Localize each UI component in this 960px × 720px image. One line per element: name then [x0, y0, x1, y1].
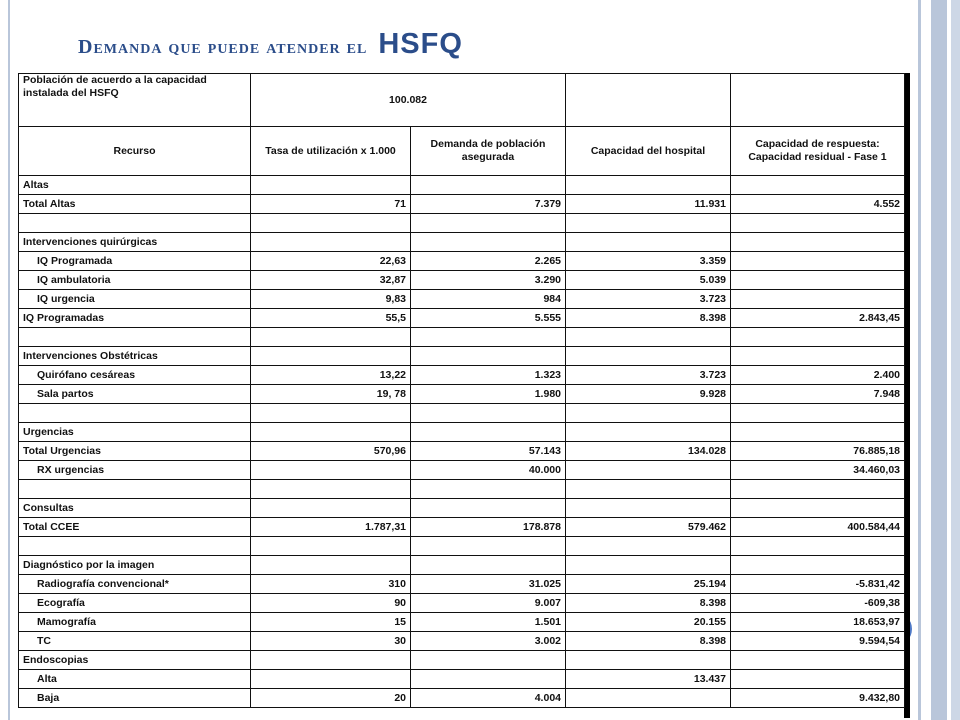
cell-residual [731, 271, 905, 290]
table-row [19, 575, 905, 594]
table-row [19, 556, 905, 575]
row-label: Diagnóstico por la imagen [19, 556, 251, 575]
table-row [19, 404, 905, 423]
row-label: IQ ambulatoria [19, 271, 251, 290]
slide-title-text: Demanda que puede atender el [78, 36, 368, 58]
table-row [19, 195, 905, 214]
cell-residual [731, 499, 905, 518]
table-row [19, 214, 905, 233]
cell-rate: 9,83 [251, 290, 411, 309]
cell-capacity: 13.437 [566, 670, 731, 689]
cell-demand [411, 480, 566, 499]
table-row [19, 328, 905, 347]
cell-rate [251, 556, 411, 575]
cell-residual [731, 556, 905, 575]
cell-capacity: 20.155 [566, 613, 731, 632]
slide-title [78, 28, 908, 61]
cell-demand: 5.555 [411, 309, 566, 328]
row-label: Endoscopias [19, 651, 251, 670]
table-row [19, 442, 905, 461]
table-row [19, 651, 905, 670]
cell-rate: 90 [251, 594, 411, 613]
row-label: Total CCEE [19, 518, 251, 537]
cell-capacity [566, 537, 731, 556]
cell-capacity: 3.723 [566, 366, 731, 385]
table-row [19, 252, 905, 271]
cell-demand [411, 423, 566, 442]
cell-rate: 13,22 [251, 366, 411, 385]
cell-capacity: 8.398 [566, 594, 731, 613]
table-row [19, 613, 905, 632]
column-header-resource: Recurso [19, 127, 251, 176]
cell-capacity [566, 556, 731, 575]
table-row [19, 480, 905, 499]
cell-residual: 400.584,44 [731, 518, 905, 537]
cell-rate [251, 651, 411, 670]
cell-capacity: 3.359 [566, 252, 731, 271]
cell-rate [251, 461, 411, 480]
cell-rate [251, 670, 411, 689]
cell-rate: 19, 78 [251, 385, 411, 404]
cell-residual: 9.432,80 [731, 689, 905, 708]
table-row [19, 347, 905, 366]
cell-residual: 4.552 [731, 195, 905, 214]
row-label [19, 328, 251, 347]
row-label: Radiografía convencional* [19, 575, 251, 594]
row-label: RX urgencias [19, 461, 251, 480]
row-label: Urgencias [19, 423, 251, 442]
row-label [19, 404, 251, 423]
column-header-demand: Demanda de población asegurada [411, 127, 566, 176]
demand-table [18, 73, 905, 708]
cell-demand [411, 214, 566, 233]
cell-capacity [566, 480, 731, 499]
row-label: Altas [19, 176, 251, 195]
cell-demand: 1.323 [411, 366, 566, 385]
cell-residual [731, 537, 905, 556]
row-label [19, 537, 251, 556]
cell-capacity: 3.723 [566, 290, 731, 309]
cell-rate: 32,87 [251, 271, 411, 290]
cell-demand [411, 670, 566, 689]
cell-demand: 178.878 [411, 518, 566, 537]
cell-capacity [566, 214, 731, 233]
cell-demand [411, 499, 566, 518]
row-label: Total Urgencias [19, 442, 251, 461]
cell-demand: 1.501 [411, 613, 566, 632]
cell-capacity [566, 499, 731, 518]
cell-capacity [566, 689, 731, 708]
cell-rate: 20 [251, 689, 411, 708]
cell-residual: 76.885,18 [731, 442, 905, 461]
table-row [19, 423, 905, 442]
cell-capacity [566, 423, 731, 442]
table-row [19, 537, 905, 556]
cell-residual [731, 404, 905, 423]
cell-residual: 2.400 [731, 366, 905, 385]
cell-residual [731, 423, 905, 442]
cell-residual: 9.594,54 [731, 632, 905, 651]
cell-rate: 570,96 [251, 442, 411, 461]
table-row [19, 461, 905, 480]
table-row [19, 499, 905, 518]
cell-demand [411, 651, 566, 670]
row-label: TC [19, 632, 251, 651]
cell-rate [251, 347, 411, 366]
cell-residual: 34.460,03 [731, 461, 905, 480]
cell-demand: 9.007 [411, 594, 566, 613]
cell-demand: 2.265 [411, 252, 566, 271]
cell-capacity: 579.462 [566, 518, 731, 537]
cell-residual: -5.831,42 [731, 575, 905, 594]
cell-rate [251, 480, 411, 499]
slide-title-acronym: HSFQ [378, 28, 463, 60]
cell-residual [731, 347, 905, 366]
table-row [19, 271, 905, 290]
table-row [19, 233, 905, 252]
row-label: Alta [19, 670, 251, 689]
cell-residual: 7.948 [731, 385, 905, 404]
cell-rate: 30 [251, 632, 411, 651]
cell-demand [411, 537, 566, 556]
cell-demand [411, 556, 566, 575]
cell-demand: 3.290 [411, 271, 566, 290]
row-label: Mamografía [19, 613, 251, 632]
cell-rate [251, 214, 411, 233]
cell-rate: 55,5 [251, 309, 411, 328]
row-label: Sala partos [19, 385, 251, 404]
cell-demand: 984 [411, 290, 566, 309]
cell-capacity [566, 176, 731, 195]
population-label: Población de acuerdo a la capacidad instalada del HSFQ [19, 74, 251, 127]
cell-residual [731, 670, 905, 689]
row-label: Ecografía [19, 594, 251, 613]
cell-demand: 40.000 [411, 461, 566, 480]
cell-demand: 31.025 [411, 575, 566, 594]
cell-rate [251, 423, 411, 442]
cell-demand [411, 347, 566, 366]
row-label: IQ urgencia [19, 290, 251, 309]
cell-rate [251, 537, 411, 556]
cell-capacity: 9.928 [566, 385, 731, 404]
cell-demand: 1.980 [411, 385, 566, 404]
row-label: IQ Programada [19, 252, 251, 271]
slide-right-decoration [918, 0, 960, 720]
cell-demand: 3.002 [411, 632, 566, 651]
cell-demand [411, 404, 566, 423]
cell-demand: 7.379 [411, 195, 566, 214]
table-row [19, 385, 905, 404]
table-row [19, 632, 905, 651]
cell-rate [251, 404, 411, 423]
table-row [19, 670, 905, 689]
column-header-residual: Capacidad de respuesta: Capacidad residual - Fase 1 [731, 127, 905, 176]
row-label: Baja [19, 689, 251, 708]
cell-rate [251, 328, 411, 347]
table-row [19, 290, 905, 309]
table-row [19, 176, 905, 195]
cell-residual [731, 233, 905, 252]
cell-capacity [566, 461, 731, 480]
row-label [19, 480, 251, 499]
cell-demand [411, 328, 566, 347]
cell-capacity: 25.194 [566, 575, 731, 594]
row-label [19, 214, 251, 233]
table-row [19, 366, 905, 385]
cell-rate [251, 233, 411, 252]
cell-capacity [566, 404, 731, 423]
cell-rate: 22,63 [251, 252, 411, 271]
cell-capacity [566, 651, 731, 670]
column-header-rate: Tasa de utilización x 1.000 [251, 127, 411, 176]
cell-capacity: 8.398 [566, 309, 731, 328]
row-label: Total Altas [19, 195, 251, 214]
cell-residual [731, 252, 905, 271]
row-label: Quirófano cesáreas [19, 366, 251, 385]
cell-demand [411, 176, 566, 195]
cell-residual: -609,38 [731, 594, 905, 613]
row-label: Intervenciones Obstétricas [19, 347, 251, 366]
cell-rate [251, 499, 411, 518]
row-label: Consultas [19, 499, 251, 518]
cell-capacity: 134.028 [566, 442, 731, 461]
cell-residual [731, 480, 905, 499]
cell-capacity [566, 233, 731, 252]
table-row [19, 689, 905, 708]
cell-rate: 71 [251, 195, 411, 214]
cell-capacity [566, 328, 731, 347]
table-row [19, 309, 905, 328]
cell-residual [731, 176, 905, 195]
cell-capacity [566, 347, 731, 366]
slide-left-border [8, 0, 10, 720]
cell-capacity: 8.398 [566, 632, 731, 651]
cell-rate: 1.787,31 [251, 518, 411, 537]
cell-residual: 18.653,97 [731, 613, 905, 632]
population-value: 100.082 [251, 74, 566, 127]
header-row [19, 127, 905, 176]
cell-residual [731, 290, 905, 309]
row-label: Intervenciones quirúrgicas [19, 233, 251, 252]
cell-demand [411, 233, 566, 252]
cell-rate [251, 176, 411, 195]
table-row [19, 594, 905, 613]
cell-residual [731, 651, 905, 670]
cell-rate: 310 [251, 575, 411, 594]
cell-capacity: 5.039 [566, 271, 731, 290]
population-row [19, 74, 905, 127]
column-header-capacity: Capacidad del hospital [566, 127, 731, 176]
cell-residual [731, 214, 905, 233]
table-row [19, 518, 905, 537]
cell-demand: 57.143 [411, 442, 566, 461]
cell-demand: 4.004 [411, 689, 566, 708]
cell-capacity: 11.931 [566, 195, 731, 214]
cell-residual: 2.843,45 [731, 309, 905, 328]
cell-rate: 15 [251, 613, 411, 632]
row-label: IQ Programadas [19, 309, 251, 328]
cell-residual [731, 328, 905, 347]
demand-table-container [18, 73, 904, 718]
